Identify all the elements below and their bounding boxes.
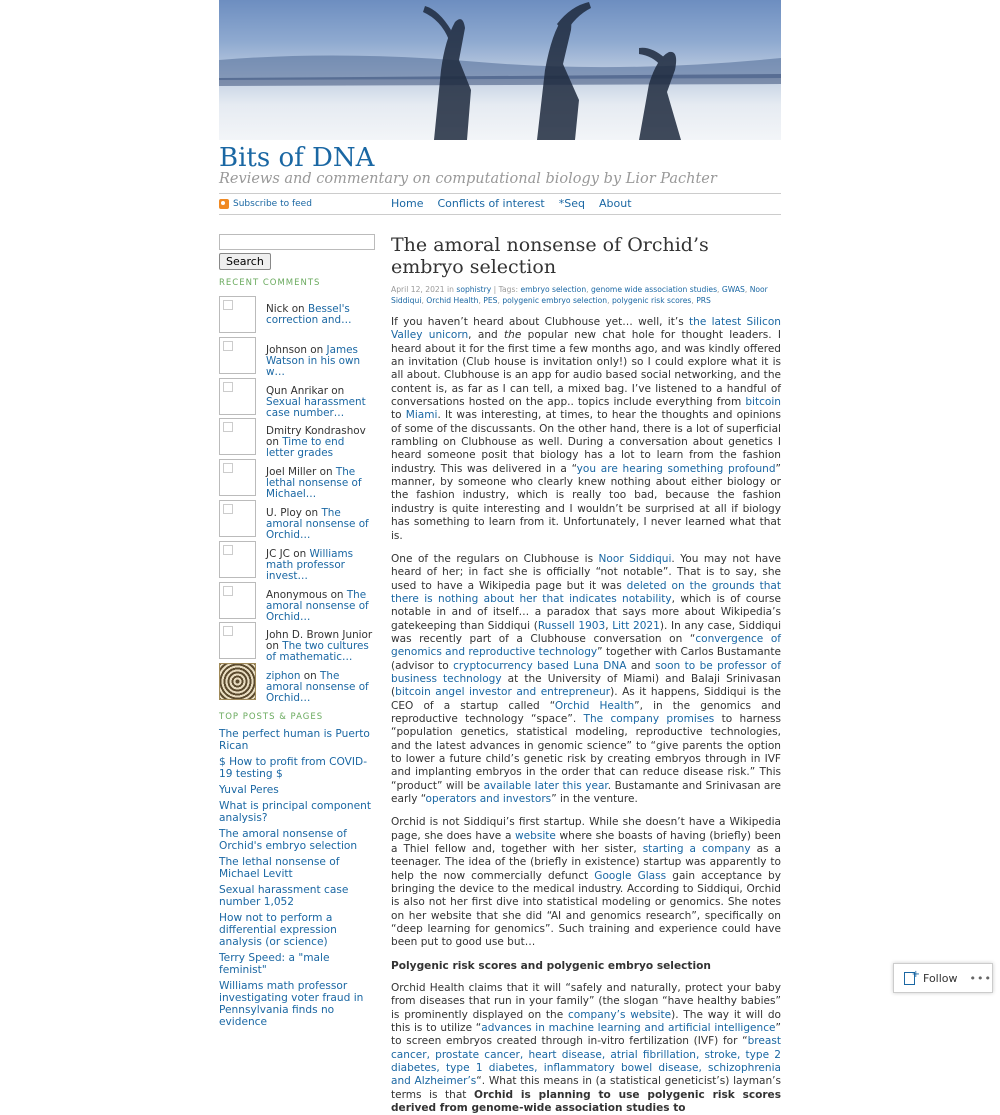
comment-item	[219, 541, 375, 582]
tags-label: | Tags:	[491, 285, 521, 294]
avatar[interactable]	[219, 459, 256, 496]
top-post-link[interactable]: What is principal component analysis?	[219, 799, 371, 824]
text-run: , and	[468, 329, 505, 342]
subscribe-label: Subscribe to feed	[233, 199, 312, 209]
tag-link[interactable]: PRS	[696, 296, 711, 305]
header-image[interactable]	[219, 0, 781, 140]
tag-link[interactable]: polygenic risk scores	[611, 296, 692, 305]
site-title[interactable]: Bits of DNA	[219, 143, 375, 173]
avatar[interactable]	[219, 663, 256, 700]
tag-link[interactable]: Noor Siddiqui	[391, 285, 768, 305]
rss-icon	[219, 199, 229, 209]
inline-link[interactable]: the latest Silicon Valley unicorn	[391, 316, 781, 342]
comment-author: JC JC	[266, 547, 290, 560]
inline-link[interactable]: Orchid Health	[554, 699, 635, 712]
recent-comments-list	[219, 296, 375, 704]
meta-in: in	[444, 285, 457, 294]
comment-item	[219, 622, 375, 663]
recent-comments-heading: RECENT COMMENTS	[219, 278, 321, 288]
top-post-link[interactable]: Yuval Peres	[219, 783, 279, 796]
avatar[interactable]	[219, 541, 256, 578]
text-run: Orchid is not Siddiqui’s first startup. While she doesn’t have a Wikipedia page, she does have a	[391, 816, 781, 842]
tag-link[interactable]: embryo selection	[520, 285, 587, 294]
nav-conflicts-of-interest[interactable]: Conflicts of interest	[437, 197, 545, 210]
comment-author: Anonymous	[266, 588, 328, 601]
text-run: ,	[605, 619, 613, 632]
top-post-link[interactable]: The perfect human is Puerto Rican	[219, 727, 370, 752]
tag-link[interactable]: genome wide association studies	[590, 285, 718, 294]
comment-on: on	[289, 547, 310, 560]
inline-link[interactable]: available later this year	[483, 779, 608, 792]
text-run: . Bustamante and Srinivasan are early “	[391, 779, 781, 806]
avatar[interactable]	[219, 378, 256, 415]
search-button[interactable]: Search	[219, 253, 271, 270]
post	[391, 234, 781, 1115]
comment-on: on	[327, 384, 345, 397]
comment-item	[219, 500, 375, 541]
nav-about[interactable]: About	[598, 197, 632, 210]
inline-link[interactable]: bitcoin	[745, 396, 781, 409]
top-post-link[interactable]: $ How to profit from COVID-19 testing $	[219, 755, 368, 780]
comment-post-link[interactable]: Bessel's correction and…	[266, 303, 352, 326]
comment-item	[219, 582, 375, 623]
inline-link[interactable]: operators and investors	[425, 793, 552, 806]
inline-link[interactable]: advances in machine learning and artificial intelligence	[481, 1021, 776, 1034]
text-run: popular new chat hole for thought leaders. I heard about it for the first time a few months ago, and was kindly offered an invitation (Club house is invitation only!) so I could explore what it is all about. Clubhouse is an app for audio based social networking, and the content is, as far as I can tell, a mixed bag. I’ve listened to a handful of conversations hosted on the app.. topics include everything from	[391, 329, 781, 409]
comment-post-link[interactable]: James Watson in his own w…	[266, 343, 361, 378]
bold-run: Orchid is planning to use polygenic risk scores derived from genome-wide association studies to	[391, 1088, 781, 1114]
paragraph	[391, 553, 781, 807]
text-run: ” manner, by someone who clearly knew nothing about either biology or the fashion industry, which is really too bad, because the fashion industry is quite interesting and I wouldn’t be surprised at all if biology has something to learn from it. Unfortunately, I never learned what that is.	[391, 462, 782, 542]
text-run: gain acceptance by bringing the device to the medical industry. According to Siddiqui, Orchid is also not her first dive into statistical modeling or genomics. She notes on her website that she did “AI and genomics research”, specifically on “deep learning for genomics”. Such training and experience could have been put to good use but…	[391, 869, 781, 949]
follow-label: Follow	[923, 971, 958, 985]
paragraph	[391, 816, 781, 949]
text-run: and	[626, 659, 656, 672]
comment-on: on	[266, 640, 283, 653]
paragraph	[391, 316, 781, 543]
avatar[interactable]	[219, 296, 256, 333]
text-run: to harness “population genetics, statistical modeling, reproductive technologies, and the latest advances in genomic science” to “give parents the option to lower a future child’s genetic risk by creating embryos through in IVF and implanting embryos in the order that can reduce disease risk.” This “product” will be	[391, 712, 781, 792]
top-post-link[interactable]: Sexual harassment case number 1,052	[219, 883, 349, 908]
more-icon[interactable]: •••	[969, 971, 992, 985]
comment-post-link[interactable]: The amoral nonsense of Orchid…	[266, 506, 369, 541]
inline-link[interactable]: Litt 2021	[612, 619, 660, 632]
text-run: If you haven’t heard about Clubhouse yet… well, it’s	[391, 316, 689, 328]
top-posts-heading: TOP POSTS & PAGES	[219, 711, 324, 722]
top-post-link[interactable]: Williams math professor investigating voter fraud in Pennsylvania finds no evidence	[219, 979, 364, 1028]
comment-item	[219, 337, 375, 378]
paragraph	[391, 982, 781, 1115]
comment-post-link[interactable]: Sexual harassment case number…	[266, 395, 366, 419]
top-post-link[interactable]: Terry Speed: a "male feminist"	[219, 951, 330, 976]
follow-icon	[904, 972, 915, 985]
comment-on: on	[301, 506, 322, 519]
comment-item	[219, 378, 375, 419]
nav-seq[interactable]: *Seq	[558, 197, 585, 210]
avatar[interactable]	[219, 622, 256, 659]
post-date: April 12, 2021	[391, 285, 445, 294]
inline-link[interactable]: you are hearing something profound	[576, 462, 776, 475]
post-title[interactable]: The amoral nonsense of Orchid’s embryo selection	[391, 234, 709, 278]
section-heading: Polygenic risk scores and polygenic embryo selection	[391, 959, 711, 972]
text-run: “. What this means in (a statistical geneticist’s) layman’s terms is that	[391, 1075, 781, 1101]
page	[219, 0, 782, 1114]
comment-on: on	[300, 670, 321, 683]
inline-link[interactable]: soon to be professor of business technology	[391, 659, 781, 685]
comment-post-link[interactable]: Time to end letter grades	[266, 436, 345, 460]
avatar[interactable]	[219, 582, 256, 619]
comment-post-link[interactable]: The amoral nonsense of Orchid…	[266, 670, 369, 705]
nav-home[interactable]: Home	[391, 197, 424, 210]
text-run: . You may not have heard of her; in fact she is officially “not notable”. That is to say, she used to have a Wikipedia page but it was	[391, 552, 781, 592]
inline-link[interactable]: Google Glass	[594, 869, 667, 882]
inline-link[interactable]: Miami	[405, 409, 438, 422]
comment-post-link[interactable]: The amoral nonsense of Orchid…	[266, 588, 369, 623]
divider	[219, 214, 781, 215]
comment-on: on	[316, 466, 336, 479]
text-run: the	[504, 329, 522, 342]
tag-link[interactable]: GWAS	[721, 285, 745, 294]
follow-button[interactable]	[893, 963, 993, 993]
comment-author: Qun Anrikar	[266, 384, 328, 397]
text-run: ). In any case, Siddiqui was recently part of a Clubhouse conversation on “	[391, 619, 782, 645]
comment-on: on	[266, 436, 283, 449]
text-run: at the University of Miami) and Balaji Srinivasan (	[391, 672, 781, 699]
comment-on: on	[306, 343, 327, 356]
divider	[219, 193, 781, 194]
avatar[interactable]	[219, 337, 256, 374]
text-run: ” in the venture.	[551, 793, 638, 806]
text-run: as a teenager. The idea of the (briefly in existence) startup was apparently to help the now commercially defunct	[391, 843, 781, 882]
subscribe-link[interactable]	[219, 199, 312, 209]
top-post-link[interactable]: The amoral nonsense of Orchid's embryo selection	[219, 827, 358, 852]
comment-author[interactable]: ziphon	[266, 670, 301, 683]
avatar[interactable]	[219, 418, 256, 455]
tag-link[interactable]: PES	[483, 296, 498, 305]
comment-author: Nick	[266, 303, 289, 315]
inline-link[interactable]: Russell 1903	[537, 619, 606, 632]
inline-link[interactable]: website	[515, 829, 556, 842]
site-tagline: Reviews and commentary on computational biology by Lior Pachter	[219, 171, 717, 187]
text-run: One of the regulars on Clubhouse is	[391, 552, 599, 565]
text-run: ” to screen embryos created through in-vitro fertilization (IVF) for “	[391, 1021, 781, 1048]
comment-item	[219, 296, 375, 337]
text-run: where she boasts of having (briefly) been a Thiel fellow and, together with her sister,	[391, 829, 781, 856]
comment-author: U. Ploy	[266, 506, 302, 519]
avatar[interactable]	[219, 500, 256, 537]
inline-link[interactable]: breast cancer, prostate cancer, heart disease, atrial fibrillation, stroke, type 2 diabetes, type 1 diabetes, inflammatory bowel disease, schizophrenia and Alzheimer’s	[391, 1035, 781, 1088]
top-post-link[interactable]: The lethal nonsense of Michael Levitt	[219, 855, 340, 880]
comment-item	[219, 663, 375, 704]
search-input[interactable]	[219, 234, 375, 250]
inline-link[interactable]: convergence of genomics and reproductive technology	[391, 632, 781, 659]
comment-on: on	[288, 303, 308, 315]
text-run: to	[391, 409, 406, 422]
top-posts-list	[219, 728, 375, 1028]
comment-author: Joel Miller	[266, 466, 317, 479]
text-run: ). As it happens, Siddiqui is the CEO of a startup called “	[391, 686, 782, 712]
text-run: ”, in the genomics and reproductive technology “space”.	[391, 699, 782, 725]
top-post-link[interactable]: How not to perform a differential expression analysis (or science)	[219, 911, 337, 948]
comment-author: Johnson	[266, 343, 307, 356]
inline-link[interactable]: bitcoin angel investor and entrepreneur	[395, 686, 611, 699]
comment-post-link[interactable]: The two cultures of mathematic…	[266, 640, 369, 664]
sidebar	[219, 234, 375, 1032]
tag-link[interactable]: polygenic embryo selection	[502, 296, 608, 305]
inline-link[interactable]: deleted on the grounds that there is nothing about her that indicates notability	[391, 579, 781, 605]
text-run: Orchid Health claims that it will “safely and naturally, protect your baby from diseases that run in your family” (the slogan “have healthy babies” is prominently displayed on the	[391, 981, 781, 1021]
post-category-link[interactable]: sophistry	[456, 285, 492, 294]
comment-author: Dmitry Kondrashov	[266, 425, 366, 438]
inline-link[interactable]: The company promises	[583, 712, 715, 725]
inline-link[interactable]: company’s website	[568, 1008, 672, 1021]
inline-link[interactable]: cryptocurrency based Luna DNA	[453, 659, 627, 672]
comment-on: on	[327, 588, 347, 601]
comment-author: John D. Brown Junior	[266, 629, 373, 642]
inline-link[interactable]: Noor Siddiqui	[598, 552, 672, 565]
post-meta: April 12, 2021 in sophistry | Tags: embryo selection, genome wide association studies, GWAS, Noor Siddiqui, Orchid Health, PES, polygenic embryo selection, polygenic risk scores, PRS	[391, 285, 768, 305]
text-run: ). The way it will do this is to utilize “	[391, 1008, 782, 1034]
comment-post-link[interactable]: The lethal nonsense of Michael…	[266, 466, 362, 501]
text-run: , which is of course notable in and of itself… a paradox that says more about Wikipedia’s gatekeeping than Siddiqui (	[391, 592, 781, 632]
comment-post-link[interactable]: Williams math professor invest…	[266, 547, 354, 582]
inline-link[interactable]: starting a company	[642, 843, 751, 856]
text-run: ” together with Carlos Bustamante (advisor to	[391, 646, 781, 672]
comment-item	[219, 459, 375, 500]
comment-item	[219, 418, 375, 459]
text-run: . It was interesting, at times, to hear the thoughts and opinions of some of the discussants. On the other hand, there is a lot of superficial rambling on Clubhouse as well. During a conversation about genetics I heard someone posit that biology has a lot to learn from the fashion industry. This was delivered in a “	[391, 409, 781, 475]
main-nav	[391, 197, 632, 210]
tag-link[interactable]: Orchid Health	[426, 296, 479, 305]
